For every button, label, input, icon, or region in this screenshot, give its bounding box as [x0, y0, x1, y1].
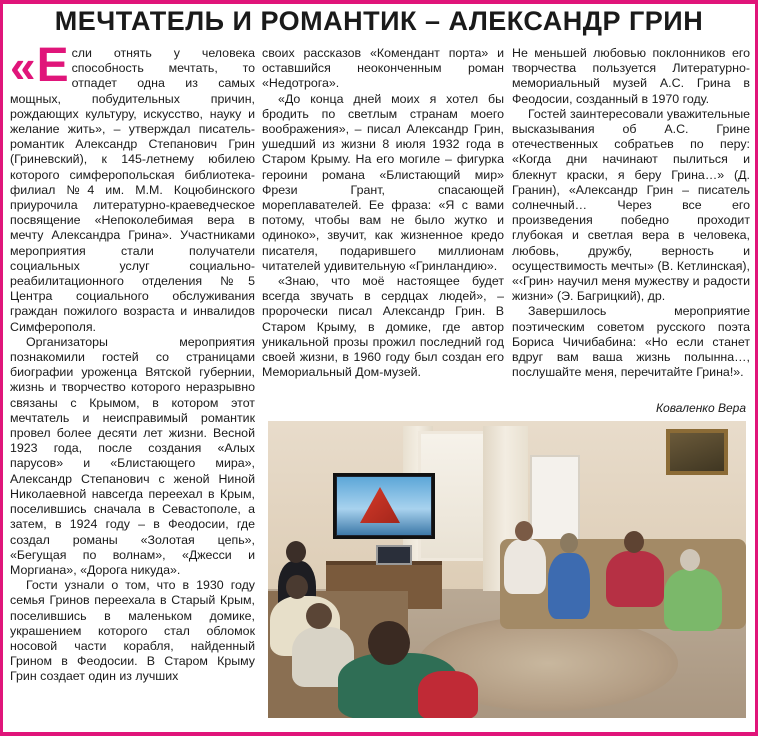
photo-person: [504, 539, 546, 594]
article-headline: МЕЧТАТЕЛЬ И РОМАНТИК – АЛЕКСАНДР ГРИН: [54, 6, 704, 36]
event-photo: [268, 421, 746, 718]
photo-laptop: [376, 545, 412, 565]
top-accent-rule: [0, 0, 758, 4]
paragraph-frezi-grant: «До конца дней моих я хотел бы бродить по светлым странам моего воображения», – писал Александр Грин, ушедший из жизни 8 июля 1932 года в Старом Крыму. На его могиле – фигурка героини романа «Блистающий мир» Фрези Грант, спасающей мореплавателей. Ее фраза: «Я с вами потому, чтобы вам не было жутко и одиноко», звучит, как жизненное кредо писателя, подарившего миллионам читателей удивительную «Гринландию».: [262, 91, 504, 273]
photo-person-head: [286, 575, 308, 599]
left-accent-rule: [0, 0, 3, 736]
paragraph-old-crimea: Гости узнали о том, что в 1930 году семья Гринов переехала в Старый Крым, поселившись в маленьком домике, украшением которого стал обломок носовой части корабля, найденный Грином в Феодосии. В Старом Крыму Грин создает один из лучших: [10, 578, 255, 684]
article-column-2: [262, 46, 504, 414]
paragraph-quotes: Гостей заинтересовали уважительные высказывания об А.С. Грине отечественных собратьев по перу: «Когда дни начинают пылиться и блекнут краски, я беру Грина…» (Д. Гранин), «Александр Грин – писатель солнечный… Через все его произведения победно проходит глубокая и светлая вера в человека, любовь, дружбу, верность и осуществимость мечты» (В. Кетлинская), «‹Грин› научил меня мужеству и радости жизни» (Э. Багрицкий), др.: [512, 106, 750, 304]
photo-person-head: [368, 621, 410, 665]
photo-person-head: [306, 603, 332, 629]
lead-text: сли отнять у человека способность мечтать, то отпадет одна из самых мощных, побудительных причин, рождающих культуру, искусство, науку и желание жить», – утверждал писатель-романтик Александр Степанович Грин (Гриневский), к 145-летнему юбилею которого симферопольская библиотека-филиал №4 им. М.М. Коцюбинского приурочила литературно-краеведческое посвящение «Непоколебимая вера в мечту Александра Грина». Участниками мероприятия стали получатели социальных услуг социально-реабилитационного отделения №5 Центра социального обслуживания граждан пожилого возраста и инвалидов Симферополя.: [10, 46, 255, 334]
photo-person: [548, 553, 590, 619]
photo-person: [606, 551, 664, 607]
paragraph-house-museum: «Знаю, что моё настоящее будет всегда звучать в сердцах людей», – пророчески писал Александр Грин. В Старом Крыму, в домике, где автор уникальной прозы прожил последний год своей жизни, в 1960 году был создан его Мемориальный Дом-музей.: [262, 274, 504, 380]
article-author: Коваленко Вера: [655, 401, 746, 415]
lead-paragraph: [10, 46, 255, 335]
drop-cap-letter: Е: [36, 46, 69, 92]
photo-person: [664, 569, 722, 631]
photo-person-head: [286, 541, 306, 563]
opening-quote-mark: «: [10, 46, 36, 92]
photo-person-head: [560, 533, 578, 553]
paragraph-biography: Организаторы мероприятия познакомили гостей со страницами биографии уроженца Вятской губернии, жизнь и творчество которого неразрывно связаны с Крымом, в котором этот мечтатель и неисправимый романтик провел более десяти лет жизни. Весной 1923 года, после создания «Алых парусов» и «Блистающего мира», Александр Степанович с женой Ниной Николаевной навсегда переехал в Крым, поселившись сначала в Севастополе, а затем, в 1924 году – в Феодосии, где создал романы «Золотая цепь», «Бегущая по волнам», «Джесси и Моргиана», «Дорога никуда».: [10, 334, 255, 577]
photo-person: [418, 671, 478, 718]
bottom-accent-rule: [0, 732, 758, 736]
photo-person-head: [624, 531, 644, 553]
article-column-1: [10, 46, 255, 726]
photo-wall-painting: [666, 429, 728, 475]
photo-person-head: [680, 549, 700, 571]
paragraph-closing: Завершилось мероприятие поэтическим советом русского поэта Бориса Чичибабина: «Но если станет вдруг вам ваша жизнь полынна…, послушайте меня, перечитайте Грина!».: [512, 304, 750, 380]
paragraph-stories: своих рассказов «Комендант порта» и оставшийся неоконченным роман «Недотрога».: [262, 46, 504, 91]
photo-person-head: [515, 521, 533, 541]
article-column-3: [512, 46, 750, 414]
paragraph-feodosia-museum: Не меньшей любовью поклонников его творчества пользуется Литературно-мемориальный музей А.С. Грина в Феодосии, созданный в 1970 году.: [512, 46, 750, 106]
